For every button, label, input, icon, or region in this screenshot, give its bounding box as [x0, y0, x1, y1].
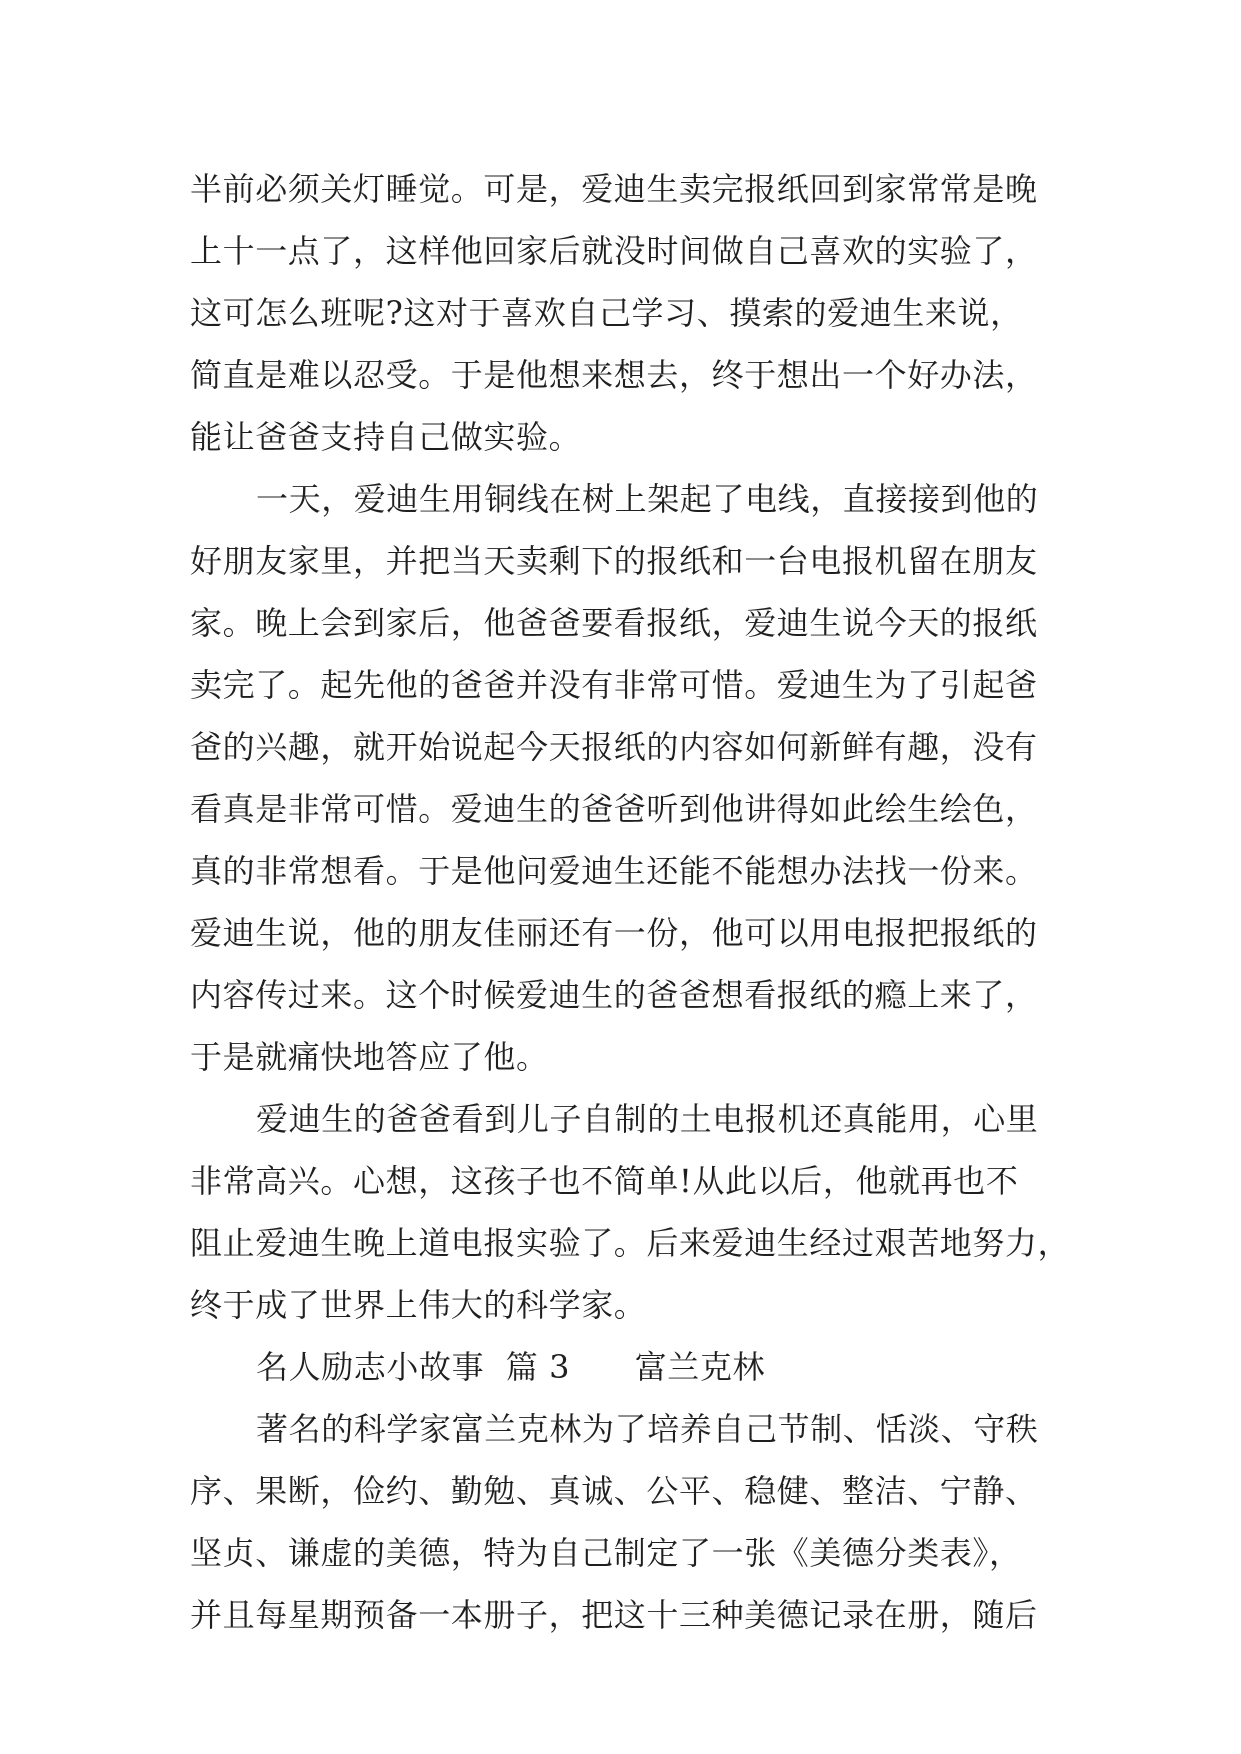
text-line: 真的非常想看。于是他问爱迪生还能不能想办法找一份来。 [190, 852, 1038, 890]
text-line: 阻止爱迪生晚上道电报实验了。后来爱迪生经过艰苦地努力， [190, 1224, 1071, 1262]
text-line: 终于成了世界上伟大的科学家。 [190, 1286, 647, 1324]
text-line: 能让爸爸支持自己做实验。 [190, 418, 582, 456]
text-line: 爱迪生说，他的朋友佳丽还有一份，他可以用电报把报纸的 [190, 914, 1038, 952]
paragraph-first-line: 一天，爱迪生用铜线在树上架起了电线，直接接到他的 [256, 480, 1039, 518]
section-heading: 名人励志小故事 篇 3 富兰克林 [256, 1348, 766, 1386]
text-line: 看真是非常可惜。爱迪生的爸爸听到他讲得如此绘生绘色， [190, 790, 1038, 828]
text-line: 好朋友家里，并把当天卖剩下的报纸和一台电报机留在朋友 [190, 542, 1038, 580]
text-line: 半前必须关灯睡觉。可是，爱迪生卖完报纸回到家常常是晚 [190, 170, 1038, 208]
text-line: 并且每星期预备一本册子，把这十三种美德记录在册，随后 [190, 1596, 1038, 1634]
text-line: 爸的兴趣，就开始说起今天报纸的内容如何新鲜有趣，没有 [190, 728, 1038, 766]
text-line: 简直是难以忍受。于是他想来想去，终于想出一个好办法， [190, 356, 1038, 394]
paragraph-first-line: 著名的科学家富兰克林为了培养自己节制、恬淡、守秩 [256, 1410, 1039, 1448]
body-text [190, 158, 1070, 1646]
text-line: 于是就痛快地答应了他。 [190, 1038, 549, 1076]
text-line: 坚贞、谦虚的美德，特为自己制定了一张《美德分类表》， [190, 1534, 1022, 1572]
paragraph-first-line: 爱迪生的爸爸看到儿子自制的土电报机还真能用，心里 [256, 1100, 1039, 1138]
text-line: 非常高兴。心想，这孩子也不简单!从此以后，他就再也不 [190, 1162, 1019, 1200]
text-line: 这可怎么班呢?这对于喜欢自己学习、摸索的爱迪生来说， [190, 294, 1023, 332]
text-line: 上十一点了，这样他回家后就没时间做自己喜欢的实验了， [190, 232, 1038, 270]
text-line: 序、果断，俭约、勤勉、真诚、公平、稳健、整洁、宁静、 [190, 1472, 1038, 1510]
text-line: 卖完了。起先他的爸爸并没有非常可惜。爱迪生为了引起爸 [190, 666, 1038, 704]
text-line: 家。晚上会到家后，他爸爸要看报纸，爱迪生说今天的报纸 [190, 604, 1038, 642]
text-line: 内容传过来。这个时候爱迪生的爸爸想看报纸的瘾上来了， [190, 976, 1038, 1014]
